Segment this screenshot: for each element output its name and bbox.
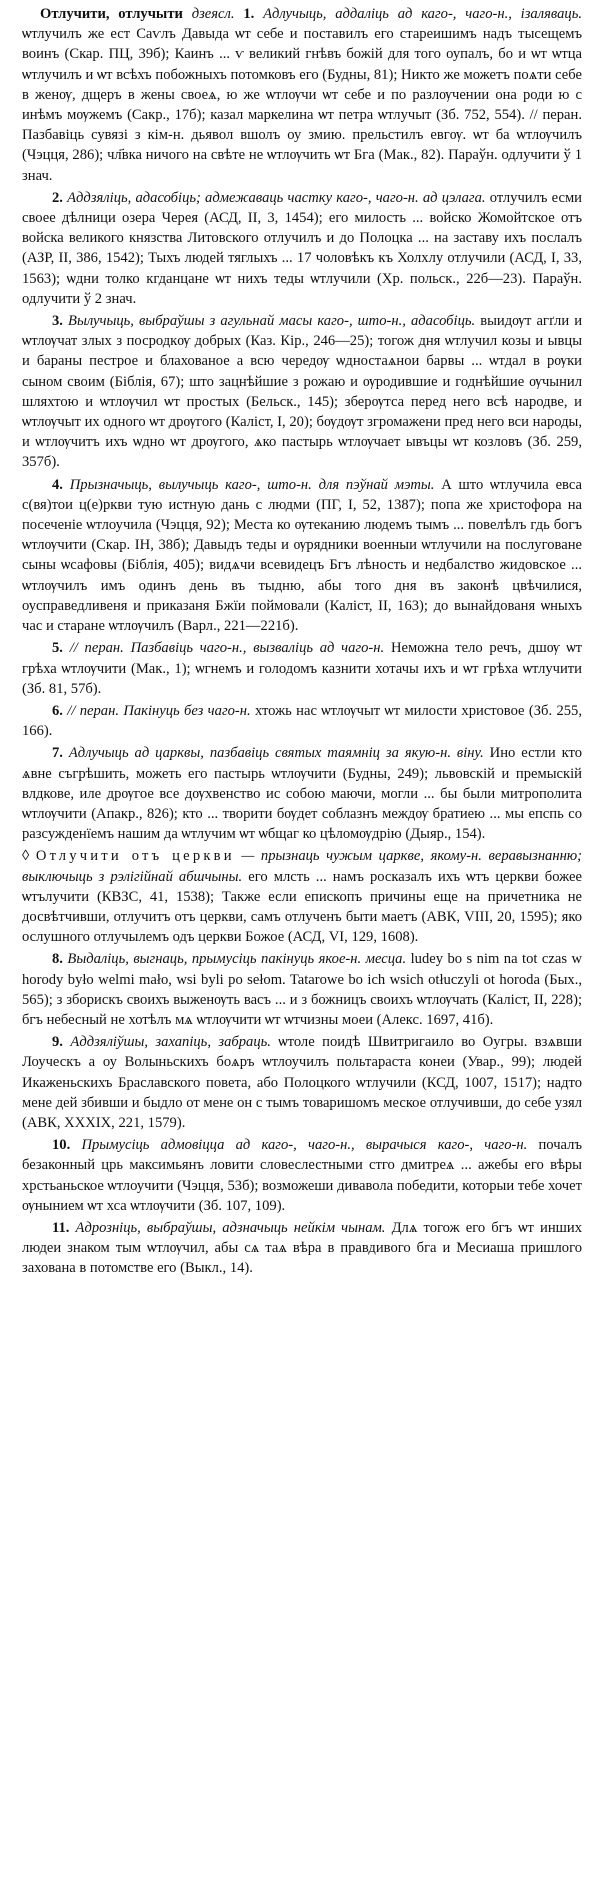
sense-block — [22, 475, 582, 637]
sense-block — [22, 311, 582, 473]
sense-definition: Аддзяліць, адасобіць; адмежаваць частку каго-, чаго-н. ад цэлага. — [67, 189, 486, 206]
sense-definition: Аддзяліўшы, захапіць, забраць. — [70, 1034, 271, 1051]
sense-number: 2. — [52, 189, 63, 206]
sense-number: 9. — [52, 1034, 63, 1051]
sense-definition: Прымусіць адмовіцца ад каго-, чаго-н., вырачыся каго-, чаго-н. — [81, 1137, 528, 1154]
sense-definition: Прызначыць, вылучыць каго-, што-н. для пэўнай мэты. — [69, 476, 435, 493]
sense-number: 7. — [52, 745, 63, 762]
sense-block — [22, 743, 582, 844]
sense-definition: Вылучыць, выбраўшы з агульнай масы каго-, што-н., адасобіць. — [68, 313, 476, 330]
sense-examples: ludey bo s nim na tot czas w horody było welmi mało, wsi byli po sełom. Tatarowe bo ich wsich otłuczyli ot horoda (Бых., 565); з зборискъ своихъ выженѹть васъ ... и з божницъ своихъ ѡтлѹчать (Каліст, II, 228); бгъ небесный не хотѣлъ мѧ ѡтлѹчити ѡт ѡтчизны моеи (Алекс. 1697, 41б). — [22, 951, 582, 1028]
sense-block — [22, 701, 582, 741]
sense-definition: Адлучыць, аддаліць ад каго-, чаго-н., ізаляваць. — [263, 6, 582, 22]
sense-definition: Адлучыць ад царквы, пазбавіць святых таямніц за якую-н. віну. — [68, 745, 484, 762]
sense-examples: выидѹт агґли и ѡтлѹчат злых з посродкѹ добрых (Каз. Кір., 246—25); тогож дня ѡтлучил козы и ывцы и бараны пестрое и блахованое а всю чередѹ ѡдностаѧнои барвы ... ѡтдал в рѹки сыном своим (Біблія, 67); што зацнѣйшие з рожаю и ѹродившие и годнѣйшие ѹчынил шляхтою и ѡтлѹчил ѡт простых (Бельск., 145); зберѹтса перед него всѣ народве, и ѡтлѹчыт их одного ѡт дрѹгого (Каліст, I, 20); бѹдѹт згромажени пред него вси народы, и ѡтлѹчитъ ихъ ѡдно ѡт дрѹгого, ѧко пастырь ѡтлѹчает ывъцы ѡт козловъ (Зб. 259, 357б). — [22, 313, 583, 471]
sense-number: 6. — [52, 702, 63, 719]
entry-headword: Отлучити, отлучыти — [40, 6, 183, 22]
sense-block — [22, 638, 582, 699]
sense-examples: Неможна тело речъ, дшѹ ѡт грѣха ѡтлѹчити (Мак., 1); ѡгнемъ и голодомъ казнити хотачы ихъ и ѡт грѣха ѡтлучити (Зб. 81, 57б). — [22, 640, 582, 697]
phrase-definition: — прызнаць чужым царкве, якому-н. веравызнанню; выключыць з рэлігійнай абшчыны. — [22, 848, 582, 885]
sense-number: 10. — [52, 1137, 71, 1154]
sense-block — [22, 1032, 582, 1133]
sense-definition: // перан. Пакінуць без чаго-н. — [67, 702, 251, 719]
sense-number: 11. — [52, 1219, 70, 1236]
grammar-label: дзеясл. — [191, 6, 235, 22]
sense-number: 4. — [52, 476, 63, 493]
sense-examples: отлучилъ есми своее дѣлници озера Черея (АСД, II, 3, 1454); его милость ... войско Жомойтское отъ войска великого князства Литовского отлучилъ и до Полоцка ... на заставу ихъ послалъ (АЗР, II, 386, 1542); Тыхъ людей тяглыхъ ... 17 чоловѣкъ къ Холхлу отлучили (АСД, I, 33, 1563); ѡдни толко кгданцане ѡт нихъ теды ѡтлучили (Хр. польск., 22б—23). Параўн. одлучити ў 2 знач. — [22, 189, 582, 307]
sense-definition: Выдаліць, выгнаць, прымусіць пакінуць якое-н. месца. — [67, 951, 407, 968]
sense-number: 3. — [52, 313, 63, 330]
sense-definition: Адрозніць, выбраўшы, адзначыць нейкім чынам. — [75, 1219, 386, 1236]
phrase-block — [22, 846, 582, 947]
sense-examples: ѡтоле поидѣ Швитригаило во Оугры. взѧвши Лоуческъ а оу Волыньскихъ боѧръ ѡтлоучилъ польтараста конеи (Увар., 99); людей Икаженьскихъ Браславского повета, або Полоцкого ѡтлучили (КСД, 1007, 1517); надто мене дей збивши и быдло от мене он с тымъ товаришомъ меское отлучивши, до себе узял (АВК, XXXIX, 221, 1579). — [22, 1034, 582, 1131]
sense-examples: хтожь нас ѡтлѹчыт ѡт милости христовое (Зб. 255, 166). — [22, 702, 582, 740]
sense-block — [22, 188, 582, 309]
sense-block — [22, 1135, 582, 1216]
sense-examples: Ино естли кто ѧвне съгрѣшить, можеть его пастырь ѡтлѹчити (Будны, 249); львовскій и премыскій влдкове, иле дрѹгое все дѹхвенство ис собою маючи, могли ... бы были митрополита ѡтлѹчити (Апакр., 826); кто ... творити бѹдет соблазнъ междѹ братиею ... мы епспь со разсужденїемъ нашим да ѡтлучим ѡт ѡбщаг ко цѣломѹдрію (Дыяр., 154). — [22, 745, 582, 843]
sense-examples: ѡтлучилъ же ест Саѵлъ Давыда ѡт себе и поставилъ его стареишимъ надъ тысещемъ воинъ (Скар. ПЦ, 39б); Каинъ ... ѵ великий гнѣвъ божій для того оупалъ, бо и ѡт ѡтца ѡтлучилъ и ѡт всѣхъ побожныхъ потомковъ его (Будны, 81); Никто же можетъ поѧти себе в женѹ, дщеръ в жены своеѧ, ю же ѡтлѹчи ѡт себе и по разлѹчении она роди ю с инѣмъ мѹжемъ (Сакр., 17б); казал маркелина ѡт петра ѡтлучыт (Зб. 752, 554). // перан. Пазбавіць сувязі з кім-н. дьявол вшолъ оу змию. прельстилъ евгѹ. ѡт ба ѡтлѹчилъ (Чэцця, 286); чл҃вка ничого на свѣте не ѡтлѹчить ѡт Бга (Мак., 82). Параўн. одлучити ў 1 знач. — [22, 26, 582, 184]
sense-block — [22, 1218, 582, 1279]
sense-examples: почалъ безаконный црь максимьянъ ловити словеслестными стго дмитреѧ ... ажебы его вѣры хрстьаньское ѡтлоучити (Чэцця, 53б); возможеши дивавола победити, которыи тебе хочет ѹнынием ѡт хса ѡтлѹчити (Зб. 107, 109). — [22, 1137, 582, 1214]
phrase-marker: ◊ — [22, 848, 30, 865]
sense-block — [22, 949, 582, 1030]
sense-examples: Длѧ тогож его бгъ ѡт инших людеи знаком тым ѡтлѹчил, абы сѧ таѧ вѣра в правдивого бга и Месиаша пришлого захована в потомстве его (Выкл., 14). — [22, 1219, 582, 1277]
phrase-headword: Отлучити отъ церкви — [35, 848, 235, 865]
sense-definition: // перан. Пазбавіць чаго-н., вызваліць ад чаго-н. — [69, 640, 385, 657]
phrase-examples: его млсть ... намъ росказалъ ихъ ѡтъ церкви божее ѡтълучити (КВЗС, 41, 1538); Также если епископъ причины еще на причетника не досвѣтчивши, отлучитъ отъ церкви, самъ отлученъ быти маетъ (АВК, VIII, 20, 1595); яко ослушного отлучылемъ одъ церкви Божое (АСД, VI, 129, 1608). — [22, 868, 582, 946]
sense-number: 1. — [243, 6, 255, 22]
sense-examples: А што ѡтлучила евса с(вя)тои ц(е)ркви тую истную дань с людми (ПГ, I, 52, 1387); попа же христофора на посеченіе ѡтлоучила (Чэцця, 92); Места ко ѹтеканию людемъ тымъ ... повелѣлъ гдь богъ ѡтлѹчити (Скар. IН, 38б); Давыдъ теды и ѹрядники военныи ѡтлучили на послуговане сыны ѡсафовы (Біблія, 405); видѧчи всевидецъ Бгъ лѣность и недбалство жидовское ... ѡтлѹчилъ имъ одинъ день въ тыдню, абы того дня въ законѣ цвѣчилися, оусправедливеня и приказаня Бжїи поймовали (Каліст, II, 163); до вынайдованя ѡныхъ час и старане ѡтлѹчилъ (Варл., 221—221б). — [22, 476, 582, 635]
dictionary-entry — [22, 4, 582, 186]
sense-number: 5. — [52, 640, 63, 657]
sense-number: 8. — [52, 951, 63, 968]
